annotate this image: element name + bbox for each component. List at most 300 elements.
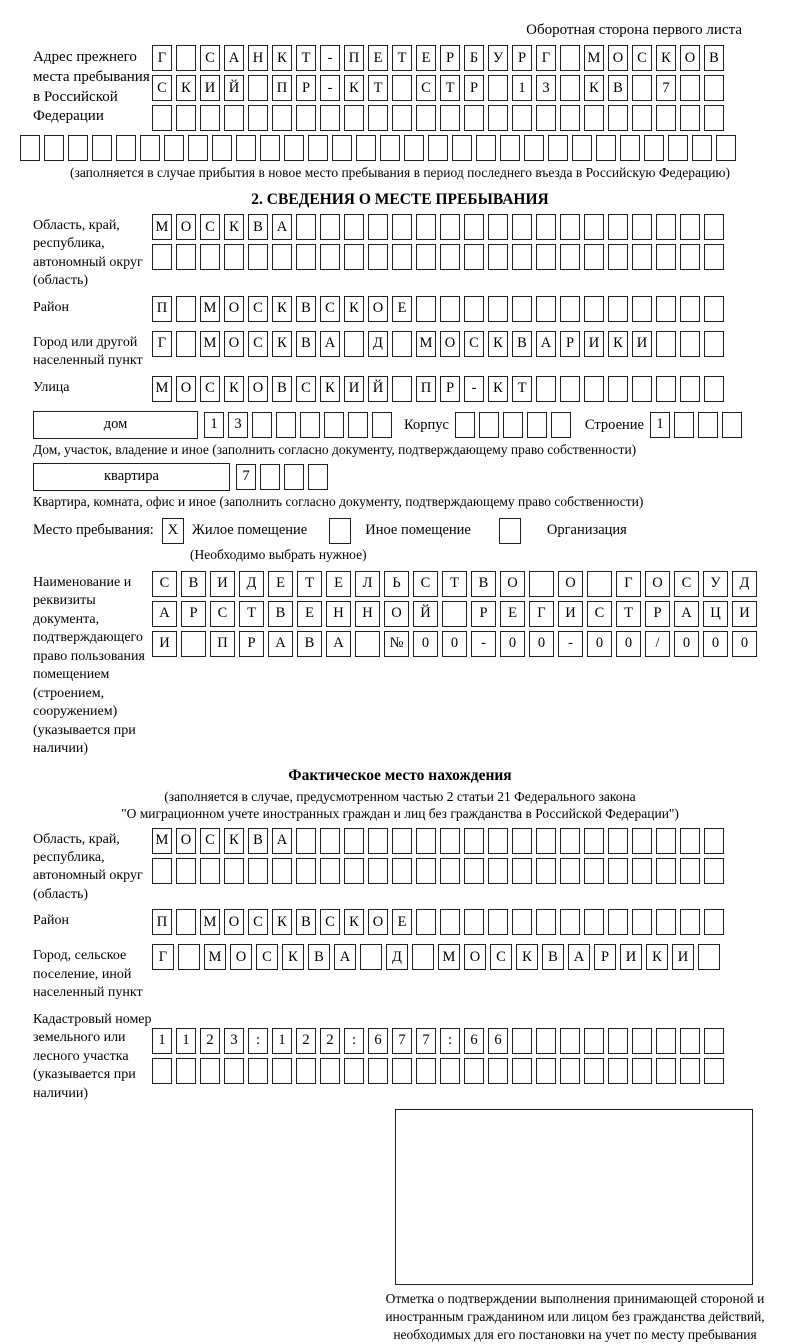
char-box: В [608, 75, 628, 101]
char-box: А [334, 944, 356, 970]
char-box: Т [392, 45, 412, 71]
char-box: О [500, 571, 525, 597]
char-box [608, 909, 628, 935]
region-row-2 [152, 244, 724, 270]
char-box [404, 135, 424, 161]
char-box [392, 214, 412, 240]
prev-address-row-2 [152, 75, 724, 101]
char-box: М [416, 331, 436, 357]
char-box [512, 105, 532, 131]
char-box: С [248, 331, 268, 357]
char-box: : [344, 1028, 364, 1054]
region-row-1 [152, 214, 724, 240]
char-box [560, 858, 580, 884]
char-box [92, 135, 112, 161]
actual-city-label: Город, сельское поселение, иной населенный пункт [33, 948, 143, 1001]
char-box: А [568, 944, 590, 970]
city-label: Город или другой населенный пункт [33, 334, 143, 369]
char-box [368, 1058, 388, 1084]
district-label: Район [33, 299, 69, 315]
char-box [248, 1058, 268, 1084]
char-box: К [176, 75, 196, 101]
char-box [152, 244, 172, 270]
char-box [296, 1058, 316, 1084]
char-box: К [646, 944, 668, 970]
char-box: Е [392, 296, 412, 322]
actual-location-title: Фактическое место нахождения [288, 766, 512, 784]
char-box [392, 331, 412, 357]
char-box: О [176, 828, 196, 854]
char-box: И [210, 571, 235, 597]
char-box: П [152, 296, 172, 322]
char-box [704, 828, 724, 854]
char-box [692, 135, 712, 161]
checkbox-organizaciya [499, 518, 521, 544]
actual-region-row-1 [152, 828, 724, 854]
char-box: В [471, 571, 496, 597]
char-box: С [248, 909, 268, 935]
char-box: Й [413, 601, 438, 627]
char-box [632, 105, 652, 131]
char-box: О [645, 571, 670, 597]
char-box [308, 135, 328, 161]
char-box [248, 858, 268, 884]
char-box: А [272, 828, 292, 854]
korpus-row [455, 412, 571, 438]
char-box [479, 412, 499, 438]
char-box [224, 244, 244, 270]
char-box [584, 909, 604, 935]
char-box [674, 412, 694, 438]
char-box [152, 105, 172, 131]
char-box: К [488, 376, 508, 402]
char-box [698, 412, 718, 438]
char-box: И [732, 601, 757, 627]
char-box: М [438, 944, 460, 970]
char-box [440, 105, 460, 131]
char-box: Т [512, 376, 532, 402]
actual-district-label: Район [33, 913, 69, 929]
char-box: С [632, 45, 652, 71]
char-box [344, 1058, 364, 1084]
char-box: К [282, 944, 304, 970]
char-box: П [344, 45, 364, 71]
page-subtitle: Оборотная сторона первого листа [526, 22, 742, 38]
char-box [584, 1058, 604, 1084]
char-box [584, 105, 604, 131]
char-box [356, 135, 376, 161]
actual-region-field [0, 828, 800, 905]
char-box: В [296, 909, 316, 935]
char-box [584, 828, 604, 854]
char-box: 2 [200, 1028, 220, 1054]
char-box: / [645, 631, 670, 657]
char-box [584, 376, 604, 402]
char-box [584, 1028, 604, 1054]
street-row [152, 376, 724, 402]
checkbox-inoe [329, 518, 351, 544]
char-box [536, 214, 556, 240]
char-box [656, 1058, 676, 1084]
char-box: С [210, 601, 235, 627]
char-box: А [152, 601, 177, 627]
char-box: Т [368, 75, 388, 101]
char-box [392, 105, 412, 131]
char-box: М [152, 828, 172, 854]
char-box [704, 1028, 724, 1054]
char-box [140, 135, 160, 161]
stay-option-organizaciya-label: Организация [546, 522, 627, 539]
char-box: П [272, 75, 292, 101]
char-box: К [272, 331, 292, 357]
char-box [164, 135, 184, 161]
char-box [476, 135, 496, 161]
char-box [572, 135, 592, 161]
char-box: 0 [442, 631, 467, 657]
char-box: Г [536, 45, 556, 71]
char-box [560, 376, 580, 402]
actual-region-row-2 [152, 858, 724, 884]
char-box: Д [732, 571, 757, 597]
char-box [536, 244, 556, 270]
char-box: О [224, 909, 244, 935]
char-box: Г [616, 571, 641, 597]
checkbox-zhiloe: X [162, 518, 184, 544]
char-box [348, 412, 368, 438]
char-box: О [176, 214, 196, 240]
char-box [632, 376, 652, 402]
char-box: К [488, 331, 508, 357]
char-box: 0 [674, 631, 699, 657]
char-box [632, 828, 652, 854]
actual-district-field [0, 909, 800, 939]
char-box [320, 1058, 340, 1084]
char-box: О [368, 296, 388, 322]
char-box [524, 135, 544, 161]
char-box [320, 858, 340, 884]
stroenie-row [650, 412, 742, 438]
char-box [416, 214, 436, 240]
doc-field [0, 571, 800, 759]
char-box [680, 244, 700, 270]
char-box [200, 1058, 220, 1084]
char-box [200, 858, 220, 884]
char-box: Н [326, 601, 351, 627]
actual-city-field [0, 944, 800, 1002]
char-box: С [152, 75, 172, 101]
char-box [464, 296, 484, 322]
confirmation-caption: Отметка о подтверждении выполнения принимающей стороной и иностранным гражданином или лицом без гражданства действий, необходимых для его постановки на учет по месту пребывания [385, 1291, 765, 1342]
char-box [176, 45, 196, 71]
char-box [680, 909, 700, 935]
char-box [551, 412, 571, 438]
city-field [0, 331, 800, 371]
char-box: К [272, 296, 292, 322]
char-box: С [416, 75, 436, 101]
char-box: Р [645, 601, 670, 627]
actual-district-row [152, 909, 724, 935]
char-box: К [224, 214, 244, 240]
char-box: И [632, 331, 652, 357]
char-box: М [152, 214, 172, 240]
char-box: Р [296, 75, 316, 101]
char-box: : [440, 1028, 460, 1054]
char-box [680, 105, 700, 131]
char-box [584, 296, 604, 322]
char-box [704, 296, 724, 322]
char-box: А [674, 601, 699, 627]
stay-option-zhiloe-label: Жилое помещение [191, 522, 308, 539]
char-box [276, 412, 296, 438]
actual-location-note-2: "О миграционном учете иностранных граждан и лиц без гражданства в Российской Федерации") [121, 805, 679, 821]
char-box: Р [440, 376, 460, 402]
char-box: О [368, 909, 388, 935]
char-box [632, 214, 652, 240]
char-box [440, 909, 460, 935]
char-box: Б [464, 45, 484, 71]
char-box [272, 244, 292, 270]
char-box [560, 75, 580, 101]
char-box [560, 214, 580, 240]
char-box [464, 858, 484, 884]
char-box [488, 214, 508, 240]
char-box [392, 75, 412, 101]
char-box [368, 244, 388, 270]
char-box: 1 [152, 1028, 172, 1054]
char-box: С [674, 571, 699, 597]
korpus-label: Корпус [404, 416, 449, 433]
char-box [608, 1058, 628, 1084]
char-box [656, 105, 676, 131]
char-box: 6 [464, 1028, 484, 1054]
char-box [698, 944, 720, 970]
char-box [176, 858, 196, 884]
char-box [488, 244, 508, 270]
cadastral-label: Кадастровый номер земельного или лесного участка (указывается при наличии) [33, 1011, 152, 1101]
char-box [704, 376, 724, 402]
char-box [512, 909, 532, 935]
char-box: 1 [272, 1028, 292, 1054]
stay-type-field [33, 518, 800, 544]
char-box [536, 1058, 556, 1084]
char-box: В [308, 944, 330, 970]
char-box: Р [594, 944, 616, 970]
char-box [368, 828, 388, 854]
char-box [440, 1058, 460, 1084]
char-box [188, 135, 208, 161]
char-box [252, 412, 272, 438]
char-box: 1 [650, 412, 670, 438]
char-box [372, 412, 392, 438]
char-box [656, 1028, 676, 1054]
char-box: 2 [296, 1028, 316, 1054]
char-box [392, 376, 412, 402]
char-box [608, 858, 628, 884]
char-box: К [608, 331, 628, 357]
char-box: В [248, 828, 268, 854]
char-box [428, 135, 448, 161]
char-box [416, 244, 436, 270]
street-label: Улица [33, 379, 70, 395]
char-box: М [584, 45, 604, 71]
char-box: - [558, 631, 583, 657]
char-box: 0 [413, 631, 438, 657]
district-row [152, 296, 724, 322]
char-box: О [384, 601, 409, 627]
char-box [632, 1028, 652, 1054]
char-box [355, 631, 380, 657]
char-box: 7 [236, 464, 256, 490]
char-box [680, 1058, 700, 1084]
char-box: П [210, 631, 235, 657]
char-box: Е [268, 571, 293, 597]
char-box: 0 [703, 631, 728, 657]
char-box: К [320, 376, 340, 402]
char-box: Й [224, 75, 244, 101]
char-box: - [320, 75, 340, 101]
char-box: Е [416, 45, 436, 71]
prev-address-row-3 [152, 105, 724, 131]
char-box [455, 412, 475, 438]
char-box [332, 135, 352, 161]
char-box [656, 296, 676, 322]
char-box: С [248, 296, 268, 322]
char-box [248, 105, 268, 131]
char-box: Д [368, 331, 388, 357]
char-box [464, 1058, 484, 1084]
char-box [536, 296, 556, 322]
char-box [632, 909, 652, 935]
char-box: И [672, 944, 694, 970]
char-box: : [248, 1028, 268, 1054]
char-box [608, 244, 628, 270]
char-box [722, 412, 742, 438]
char-box: С [200, 828, 220, 854]
char-box [596, 135, 616, 161]
stay-option-inoe-label: Иное помещение [365, 522, 471, 539]
char-box: Г [529, 601, 554, 627]
char-box [584, 214, 604, 240]
char-box: М [200, 296, 220, 322]
char-box [560, 1058, 580, 1084]
char-box [178, 944, 200, 970]
char-box [320, 214, 340, 240]
char-box [512, 858, 532, 884]
actual-city-row [152, 944, 720, 970]
char-box [512, 828, 532, 854]
char-box: Н [248, 45, 268, 71]
char-box [368, 214, 388, 240]
char-box [176, 296, 196, 322]
char-box [536, 828, 556, 854]
char-box [632, 296, 652, 322]
char-box [644, 135, 664, 161]
house-field [33, 411, 800, 439]
char-box: И [344, 376, 364, 402]
char-box [560, 828, 580, 854]
char-box [272, 105, 292, 131]
district-field [0, 296, 800, 326]
house-note: Дом, участок, владение и иное (заполнить согласно документу, подтверждающему право собственности) [33, 441, 637, 457]
char-box: Й [368, 376, 388, 402]
char-box [464, 909, 484, 935]
char-box: 2 [320, 1028, 340, 1054]
char-box [512, 296, 532, 322]
char-box [236, 135, 256, 161]
char-box: К [516, 944, 538, 970]
char-box: П [416, 376, 436, 402]
char-box [176, 1058, 196, 1084]
char-box [656, 214, 676, 240]
cadastral-row-1 [152, 1028, 724, 1054]
char-box: Р [440, 45, 460, 71]
char-box: Д [386, 944, 408, 970]
char-box: Ь [384, 571, 409, 597]
char-box [344, 331, 364, 357]
char-box: Е [297, 601, 322, 627]
char-box: О [248, 376, 268, 402]
char-box [416, 296, 436, 322]
char-box [608, 105, 628, 131]
char-box [488, 105, 508, 131]
char-box [392, 244, 412, 270]
char-box: 3 [228, 412, 248, 438]
char-box: 6 [488, 1028, 508, 1054]
char-box [704, 105, 724, 131]
char-box [503, 412, 523, 438]
char-box [68, 135, 88, 161]
char-box [680, 331, 700, 357]
cadastral-row-2 [152, 1058, 724, 1084]
char-box [656, 828, 676, 854]
char-box: Т [442, 571, 467, 597]
char-box: С [200, 45, 220, 71]
char-box: 1 [176, 1028, 196, 1054]
char-box [529, 571, 554, 597]
char-box: 7 [416, 1028, 436, 1054]
char-box: Т [616, 601, 641, 627]
char-box [464, 828, 484, 854]
char-box [452, 135, 472, 161]
section2-title: 2. СВЕДЕНИЯ О МЕСТЕ ПРЕБЫВАНИЯ [251, 191, 549, 208]
char-box: И [584, 331, 604, 357]
char-box: № [384, 631, 409, 657]
char-box: М [200, 909, 220, 935]
street-field [0, 376, 800, 406]
char-box: А [272, 214, 292, 240]
char-box [488, 296, 508, 322]
char-box: О [224, 296, 244, 322]
char-box: С [320, 909, 340, 935]
char-box [380, 135, 400, 161]
char-box: О [230, 944, 252, 970]
char-box [324, 412, 344, 438]
char-box: 0 [500, 631, 525, 657]
doc-row-2 [152, 601, 757, 627]
char-box [392, 1058, 412, 1084]
char-box [680, 858, 700, 884]
apartment-note: Квартира, комната, офис и иное (заполнить согласно документу, подтверждающему право собственности) [33, 493, 644, 509]
char-box: О [558, 571, 583, 597]
char-box [212, 135, 232, 161]
char-box [584, 244, 604, 270]
char-box [704, 214, 724, 240]
char-box [176, 244, 196, 270]
char-box [200, 105, 220, 131]
char-box: К [344, 296, 364, 322]
char-box: А [536, 331, 556, 357]
char-box: Е [368, 45, 388, 71]
